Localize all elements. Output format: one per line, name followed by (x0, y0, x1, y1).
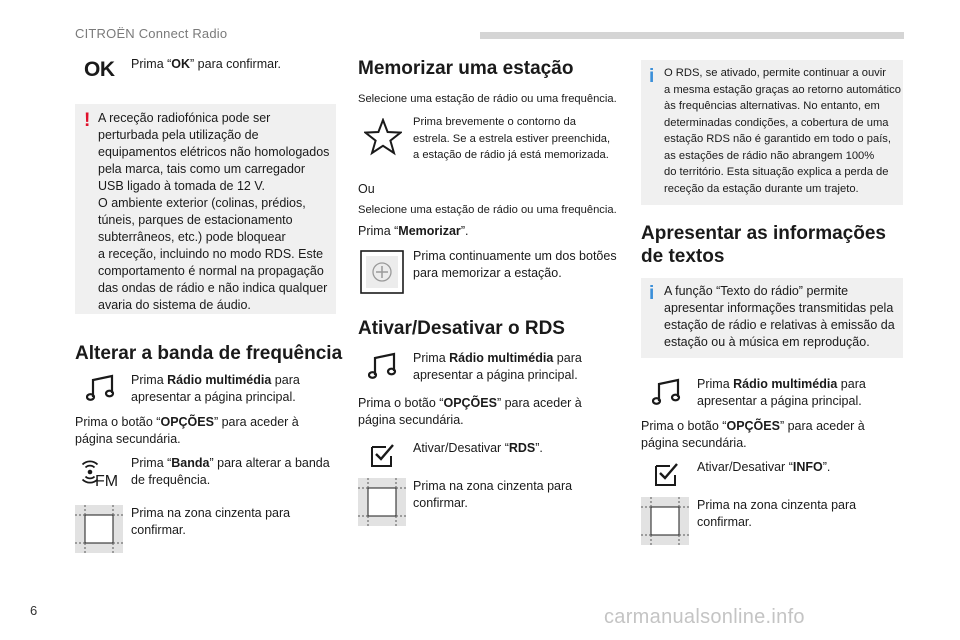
heading-frequency-band: Alterar a banda de frequência (75, 343, 343, 364)
heading-text-info: Apresentar as informações de textos (641, 223, 886, 267)
grey-zone-icon (358, 478, 406, 526)
options-step: Prima o botão “OPÇÕES” para aceder à página secundária. (75, 415, 299, 446)
add-preset-step: Prima continuamente um dos botões para memorizar a estação. (413, 249, 617, 280)
info-icon: i (649, 283, 655, 304)
checkbox-checked-icon (370, 442, 396, 468)
grey-zone-icon (641, 497, 689, 545)
radio-multimedia-step: Prima Rádio multimédia para apresentar a página principal. (697, 377, 866, 408)
select-station-text-2: Selecione uma estação de rádio ou uma frequência. (358, 204, 617, 216)
grey-zone-step: Prima na zona cinzenta para confirmar. (413, 479, 573, 510)
or-text: Ou (358, 182, 375, 196)
warning-text: A receção radiofónica pode ser perturbada pela utilização de equipamentos elétricos não homologados pela marca, tais como um carregador USB ligado à tomada de 12 V. O ambiente exterior (colinas, prédios, túneis, parques de estacionamento subterrâneos, etc.) pode bloquear a receção, incluindo no modo RDS. Este comportamento é normal na propagação das ondas de rádio e não indica qualquer avaria do sistema de áudio. (98, 111, 330, 312)
radio-multimedia-step: Prima Rádio multimédia para apresentar a página principal. (413, 351, 582, 382)
page-number: 6 (30, 603, 38, 618)
header-divider-bar (480, 32, 904, 39)
grey-zone-step: Prima na zona cinzenta para confirmar. (131, 506, 291, 537)
select-station-text-1: Selecione uma estação de rádio ou uma frequência. (358, 93, 617, 105)
radio-multimedia-step: Prima Rádio multimédia para apresentar a página principal. (131, 373, 300, 404)
heading-memorize-station: Memorizar uma estação (358, 58, 574, 79)
ok-instruction: Prima “OK” para confirmar. (131, 57, 282, 71)
rds-toggle-step: Ativar/Desativar “RDS”. (413, 441, 543, 455)
info-toggle-step: Ativar/Desativar “INFO”. (697, 460, 831, 474)
grey-zone-icon (75, 505, 123, 553)
info-text-rds: O RDS, se ativado, permite continuar a ouvir a mesma estação graças ao retorno automático às frequências alternativas. No entanto, em determinadas condições, a cobertura de uma estação RDS não é garantido em todo o país, as estações de rádio não abrangem 100% do território. Esta situação explica a perda de receção da estação durante um trajeto. (664, 67, 901, 195)
music-note-icon (86, 374, 116, 402)
info-text-radiotext: A função “Texto do rádio” permite apresentar informações transmitidas pela estação de rádio e relativas à emissão da estação ou à música em reprodução. (664, 284, 895, 349)
info-icon: i (649, 66, 655, 87)
music-note-icon (368, 352, 398, 380)
star-step: Prima brevemente o contorno da estrela. Se a estrela estiver preenchida, a estação de rádio já está memorizada. (413, 116, 611, 161)
star-outline-icon (364, 118, 402, 156)
add-preset-icon (360, 250, 404, 294)
checkbox-checked-icon (654, 461, 680, 487)
options-step: Prima o botão “OPÇÕES” para aceder à página secundária. (358, 396, 582, 427)
ok-icon: OK (84, 58, 115, 81)
grey-zone-step: Prima na zona cinzenta para confirmar. (697, 498, 857, 529)
watermark: carmanualsonline.info (604, 606, 805, 628)
music-note-icon (652, 378, 682, 406)
warning-icon: ! (84, 110, 91, 131)
header-title: CITROËN Connect Radio (75, 26, 228, 41)
memorize-instruction: Prima “Memorizar”. (358, 224, 469, 238)
heading-rds: Ativar/Desativar o RDS (358, 318, 565, 339)
options-step: Prima o botão “OPÇÕES” para aceder à página secundária. (641, 419, 865, 450)
fm-icon-label: FM (95, 473, 119, 490)
band-step: Prima “Banda” para alterar a banda de frequência. (131, 456, 330, 487)
